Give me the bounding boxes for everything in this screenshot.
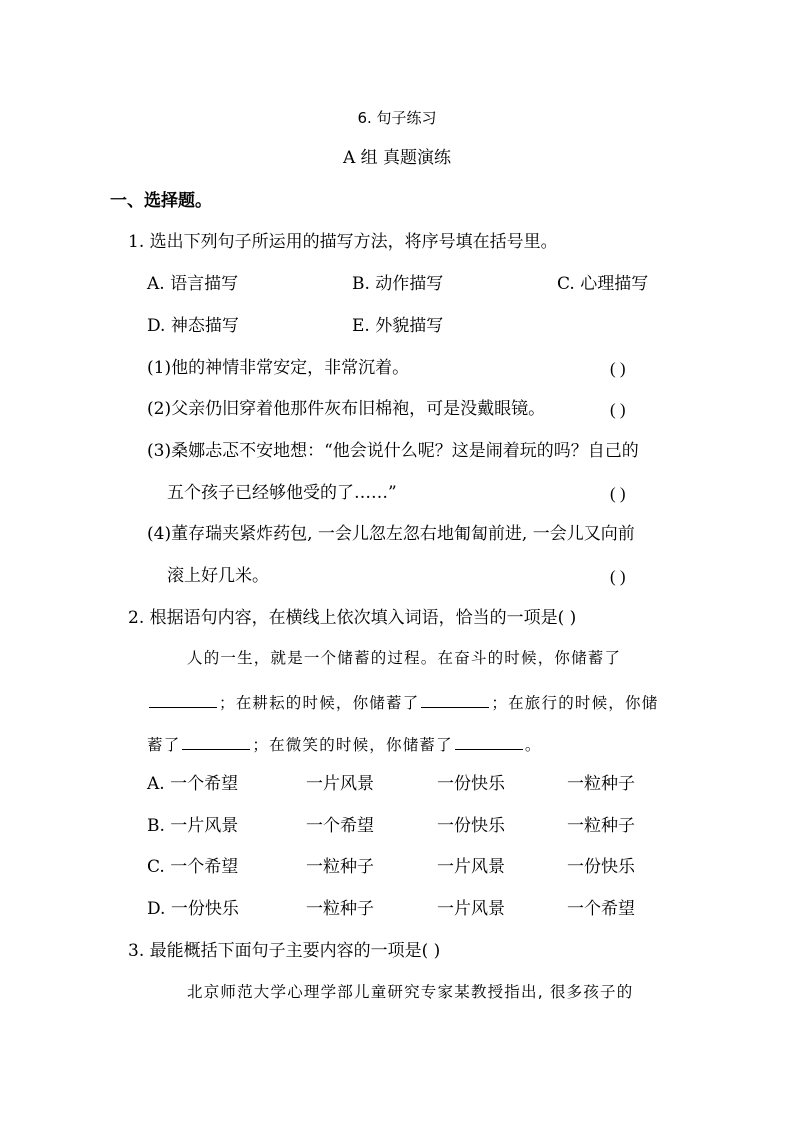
- q1-item-3: (3)桑娜忐忑不安地想：“他会说什么呢？这是闹着玩的吗？自己的: [147, 441, 639, 461]
- q2-choice-d-2: 一粒种子: [306, 899, 374, 919]
- q2-choice-d: D. 一份快乐: [147, 899, 239, 919]
- page-subtitle: A 组 真题演练: [342, 148, 452, 168]
- q2-choice-c-3: 一片风景: [437, 857, 505, 877]
- q1-item-4: (4)董存瑞夹紧炸药包, 一会儿忽左忽右地匍匐前进, 一会儿又向前: [147, 524, 635, 544]
- q2-choice-a-2: 一片风景: [306, 774, 374, 794]
- q1-item-3-cont: 五个孩子已经够他受的了……”: [167, 483, 397, 503]
- q1-option-c: C. 心理描写: [557, 274, 649, 294]
- q2-choice-a: A. 一个希望: [147, 774, 239, 794]
- q2-choice-c-2: 一粒种子: [306, 857, 374, 877]
- q1-stem: 1. 选出下列句子所运用的描写方法，将序号填在括号里。: [128, 232, 558, 252]
- q2-choice-b-2: 一个希望: [306, 816, 374, 836]
- fill-blank[interactable]: [149, 693, 217, 708]
- q1-option-d: D. 神态描写: [147, 316, 239, 336]
- q1-item-3-answer-blank[interactable]: ( ): [610, 484, 626, 503]
- fill-blank[interactable]: [421, 693, 489, 708]
- fill-blank[interactable]: [455, 735, 523, 750]
- q2-choice-b-3: 一份快乐: [437, 816, 505, 836]
- q3-passage-line-1: 北京师范大学心理学部儿童研究专家某教授指出, 很多孩子的: [187, 983, 634, 1001]
- section-heading: 一、选择题。: [110, 191, 212, 211]
- q2-stem: 2. 根据语句内容，在横线上依次填入词语，恰当的一项是( ): [128, 608, 577, 628]
- q2-passage-line-2: ；在耕耘的时候，你储蓄了 ；在旅行的时候，你储: [147, 693, 658, 712]
- q1-option-a: A. 语言描写: [147, 274, 239, 294]
- q2-choice-b-4: 一粒种子: [567, 816, 635, 836]
- q1-item-4-cont: 滚上好几米。: [167, 566, 269, 586]
- q1-item-2: (2)父亲仍旧穿着他那件灰布旧棉袍，可是没戴眼镜。: [147, 399, 546, 419]
- q2-choice-d-4: 一个希望: [567, 899, 635, 919]
- q2-choice-c-4: 一份快乐: [567, 857, 635, 877]
- q1-item-4-answer-blank[interactable]: ( ): [610, 567, 626, 586]
- fill-blank[interactable]: [182, 735, 250, 750]
- q1-option-b: B. 动作描写: [352, 274, 444, 294]
- q1-item-2-answer-blank[interactable]: ( ): [610, 400, 626, 419]
- q2-choice-b: B. 一片风景: [147, 816, 239, 836]
- q1-item-1: (1)他的神情非常安定，非常沉着。: [147, 358, 410, 378]
- page-title: 6. 句子练习: [357, 109, 437, 127]
- q2-choice-a-3: 一份快乐: [437, 774, 505, 794]
- q2-passage-line-1: 人的一生，就是一个储蓄的过程。在奋斗的时候，你储蓄了: [187, 649, 622, 667]
- q1-item-1-answer-blank[interactable]: ( ): [610, 359, 626, 378]
- q2-passage-line-3: 蓄了 ；在微笑的时候，你储蓄了 。: [147, 736, 542, 754]
- q1-option-e: E. 外貌描写: [352, 316, 444, 336]
- q3-stem: 3. 最能概括下面句子主要内容的一项是( ): [128, 941, 441, 961]
- q2-choice-c: C. 一个希望: [147, 857, 239, 877]
- q2-choice-a-4: 一粒种子: [567, 774, 635, 794]
- q2-choice-d-3: 一片风景: [437, 899, 505, 919]
